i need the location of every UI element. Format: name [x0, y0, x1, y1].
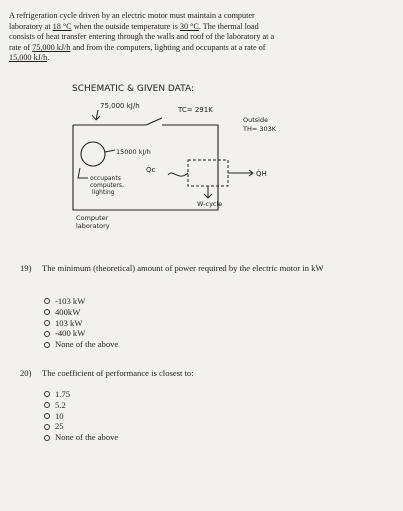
- option-radio[interactable]: [44, 400, 118, 411]
- option-radio[interactable]: [44, 307, 118, 318]
- radio-button[interactable]: [44, 342, 50, 348]
- option-radio[interactable]: [44, 339, 118, 350]
- occupants-label-2: computers,: [90, 182, 124, 189]
- wall-heat-arrow: [92, 110, 100, 120]
- question-text: The coefficient of performance is closest to:: [42, 368, 194, 378]
- lab-temperature: 18 °C: [52, 21, 72, 31]
- door-line: [146, 118, 162, 125]
- question-20-options: [44, 389, 118, 443]
- problem-line-1: A refrigeration cycle driven by an electric motor must maintain a computer: [9, 11, 255, 20]
- schematic-drawing: [58, 80, 326, 242]
- qc-label: Q̇c: [146, 166, 156, 174]
- outside-temperature: 30 °C: [179, 21, 199, 31]
- text: and from the computers, lighting and occupants at a rate of: [70, 42, 266, 52]
- radio-button[interactable]: [44, 391, 50, 397]
- occupants-pointer: [78, 168, 88, 178]
- option-label: 10: [55, 410, 64, 421]
- outside-label: Outside: [243, 116, 269, 124]
- problem-line-3: consists of heat transfer entering through the walls and roof of the laboratory at a: [9, 32, 275, 42]
- question-number: 20): [20, 368, 32, 378]
- option-label: 5.2: [55, 399, 66, 410]
- occupants-label-1: occupants: [90, 175, 121, 182]
- heat-out-arrow: [228, 170, 253, 176]
- radio-button[interactable]: [44, 298, 50, 304]
- radio-button[interactable]: [44, 435, 50, 441]
- lab-label-2: laboratory: [76, 222, 110, 230]
- option-label: 103 kW: [55, 317, 83, 328]
- radio-button[interactable]: [44, 320, 50, 326]
- radio-button[interactable]: [44, 331, 50, 337]
- text: .: [47, 53, 50, 63]
- option-label: None of the above: [55, 339, 119, 350]
- text: when the outside temperature is: [71, 21, 180, 31]
- option-label: 1.75: [55, 389, 71, 399]
- problem-line-4: [9, 43, 389, 54]
- option-label: 400kW: [55, 306, 81, 317]
- refrigerator-box: [188, 160, 228, 186]
- radio-button[interactable]: [44, 402, 50, 408]
- wall-heat-rate: 75,000 kJ/h: [32, 42, 71, 52]
- work-arrow: [204, 186, 212, 198]
- internal-heat-rate: 15,000 kJ/h: [9, 53, 48, 63]
- qh-label: Q̇H: [256, 170, 267, 178]
- question-text: The minimum (theoretical) amount of power required by the electric motor in kW: [42, 263, 324, 273]
- question-20: [20, 368, 360, 379]
- internal-rate-label: 15000 kJ/h: [116, 148, 151, 156]
- heat-source-circle: [81, 142, 105, 166]
- option-radio[interactable]: [44, 432, 118, 443]
- problem-statement: [9, 11, 389, 64]
- radio-button[interactable]: [44, 424, 50, 430]
- option-label: -103 kW: [55, 296, 86, 306]
- option-radio[interactable]: [44, 318, 118, 329]
- th-label: TH= 303K: [243, 125, 277, 133]
- option-radio[interactable]: [44, 328, 118, 339]
- schematic-title: SCHEMATIC & GIVEN DATA:: [72, 84, 194, 94]
- question-19-options: [44, 296, 118, 350]
- internal-heat-arrow: [105, 150, 115, 152]
- option-radio[interactable]: [44, 389, 118, 400]
- option-label: None of the above: [55, 432, 119, 443]
- option-label: -400 kW: [55, 328, 86, 339]
- radio-button[interactable]: [44, 309, 50, 315]
- tc-label: TC= 291K: [178, 106, 213, 114]
- handwritten-schematic: [58, 80, 326, 242]
- cycle-label: W-cycle: [197, 200, 223, 208]
- question-19: [20, 263, 360, 274]
- occupants-label-3: lighting: [92, 189, 115, 196]
- text: laboratory at: [9, 21, 53, 31]
- problem-line-5: [9, 53, 389, 64]
- radio-button[interactable]: [44, 413, 50, 419]
- option-label: 25: [55, 421, 64, 432]
- lab-label-1: Computer: [76, 214, 109, 222]
- text: rate of: [9, 42, 33, 52]
- wall-rate-label: 75,000 kJ/h: [100, 102, 140, 110]
- option-radio[interactable]: [44, 296, 118, 307]
- question-number: 19): [20, 263, 32, 273]
- problem-line-2: [9, 22, 389, 33]
- text: . The thermal load: [198, 21, 259, 31]
- option-radio[interactable]: [44, 421, 118, 432]
- option-radio[interactable]: [44, 411, 118, 422]
- heat-in-arrow: [168, 173, 188, 176]
